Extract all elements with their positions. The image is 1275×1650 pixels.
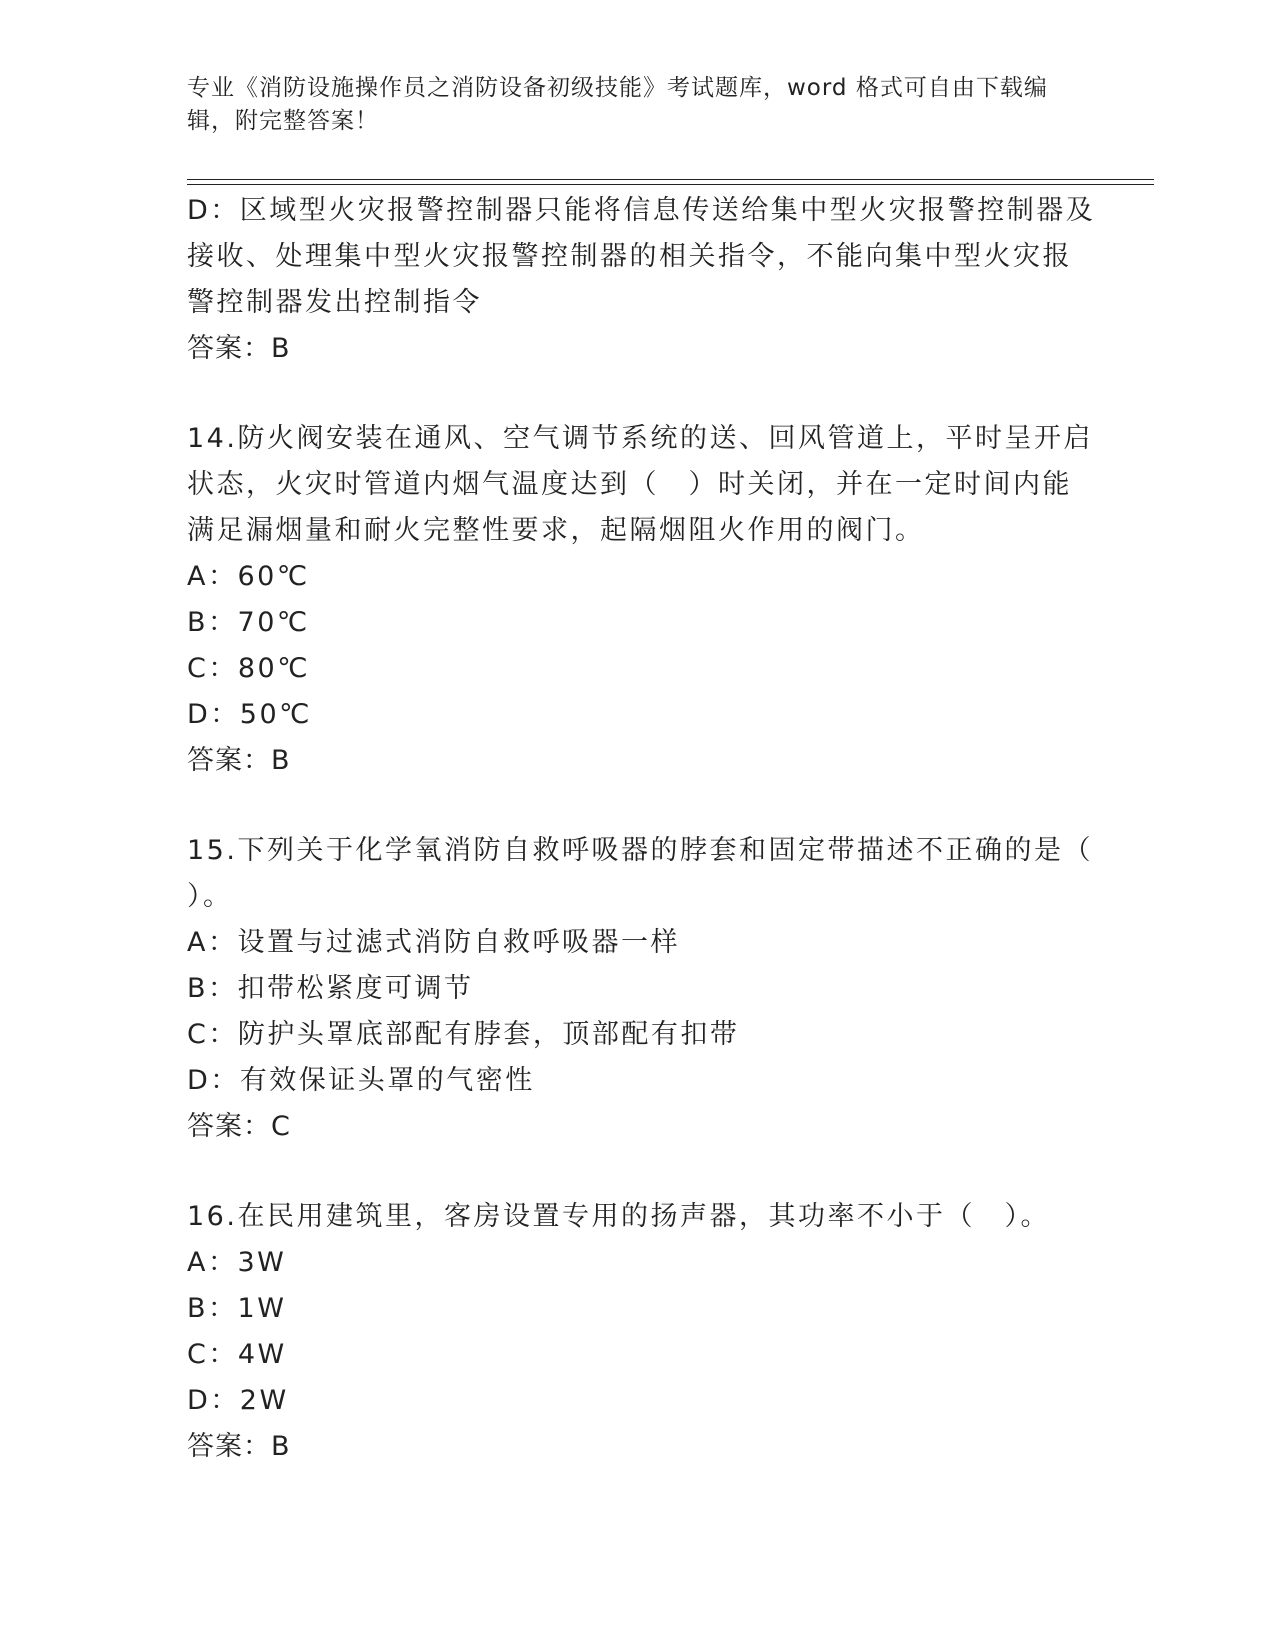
answer: 答案：B bbox=[187, 745, 291, 776]
question-stem-line: ）。 bbox=[187, 881, 233, 912]
option-d: D：50℃ bbox=[187, 699, 312, 730]
document-header bbox=[187, 72, 1067, 138]
option-d-line-3: 警控制器发出控制指令 bbox=[187, 287, 482, 318]
answer: 答案：C bbox=[187, 1111, 291, 1142]
question-stem-line: 14.防火阀安装在通风、空气调节系统的送、回风管道上，平时呈开启 bbox=[187, 423, 1093, 454]
option-b: B：70℃ bbox=[187, 607, 310, 638]
question-stem-line: 15.下列关于化学氧消防自救呼吸器的脖套和固定带描述不正确的是（ bbox=[187, 835, 1093, 866]
option-c: C：4W bbox=[187, 1339, 287, 1370]
option-a: A：3W bbox=[187, 1247, 287, 1278]
option-a: A：60℃ bbox=[187, 561, 310, 592]
option-d: D：2W bbox=[187, 1385, 289, 1416]
question-content bbox=[187, 188, 1096, 1470]
option-b: B：扣带松紧度可调节 bbox=[187, 973, 474, 1004]
answer: 答案：B bbox=[187, 333, 291, 364]
question-stem-line: 状态，火灾时管道内烟气温度达到（ ）时关闭，并在一定时间内能 bbox=[187, 469, 1072, 500]
question-16 bbox=[187, 1194, 1087, 1470]
answer: 答案：B bbox=[187, 1431, 291, 1462]
option-a: A：设置与过滤式消防自救呼吸器一样 bbox=[187, 927, 680, 958]
option-c: C：80℃ bbox=[187, 653, 311, 684]
option-d-line-2: 接收、处理集中型火灾报警控制器的相关指令，不能向集中型火灾报 bbox=[187, 241, 1072, 272]
option-d-line-1: D：区域型火灾报警控制器只能将信息传送给集中型火灾报警控制器及 bbox=[187, 195, 1096, 226]
header-rule-bottom bbox=[187, 184, 1154, 185]
header-rule-top bbox=[187, 179, 1154, 180]
question-stem-line: 满足漏烟量和耐火完整性要求，起隔烟阻火作用的阀门。 bbox=[187, 515, 925, 546]
question-15 bbox=[187, 828, 1093, 1150]
question-14 bbox=[187, 416, 1093, 784]
header-line-2: 辑，附完整答案！ bbox=[187, 108, 379, 134]
option-b: B：1W bbox=[187, 1293, 287, 1324]
question-stem-line: 16.在民用建筑里，客房设置专用的扬声器，其功率不小于（ ）。 bbox=[187, 1201, 1050, 1232]
header-line-1: 专业《消防设施操作员之消防设备初级技能》考试题库，word 格式可自由下载编 bbox=[187, 75, 1048, 101]
option-c: C：防护头罩底部配有脖套，顶部配有扣带 bbox=[187, 1019, 740, 1050]
continued-question bbox=[187, 188, 1096, 372]
option-d: D：有效保证头罩的气密性 bbox=[187, 1065, 535, 1096]
